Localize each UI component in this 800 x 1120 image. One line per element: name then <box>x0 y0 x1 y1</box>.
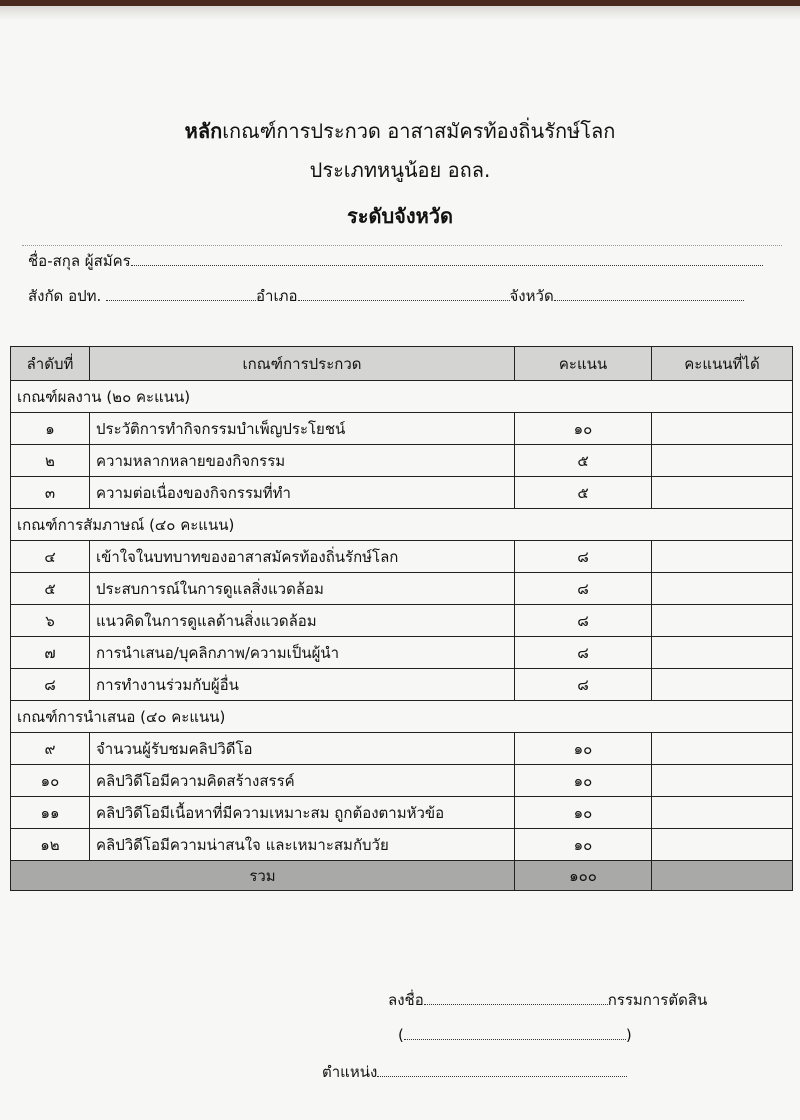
criterion-text: ประวัติการทำกิจกรรมบำเพ็ญประโยชน์ <box>90 413 515 445</box>
close-paren: ) <box>625 1026 632 1044</box>
criterion-text: การทำงานร่วมกับผู้อื่น <box>90 669 515 701</box>
district-blank[interactable] <box>298 287 510 301</box>
document-title <box>0 118 800 144</box>
earned-score-cell[interactable] <box>652 573 793 605</box>
col-header-order: ลำดับที่ <box>11 347 90 381</box>
earned-score-cell[interactable] <box>652 797 793 829</box>
role-label: กรรมการตัดสิน <box>607 991 708 1009</box>
header-separator <box>22 245 782 246</box>
criterion-number: ๗ <box>11 637 90 669</box>
signature-line <box>388 990 707 1010</box>
title-rest: เกณฑ์การประกวด อาสาสมัครท้องถิ่นรักษ์โลก <box>222 119 616 143</box>
criterion-number: ๑๒ <box>11 829 90 861</box>
criterion-number: ๒ <box>11 445 90 477</box>
section-title: เกณฑ์การนำเสนอ (๔๐ คะแนน) <box>11 701 793 733</box>
open-paren: ( <box>398 1026 404 1044</box>
criterion-text: ความต่อเนื่องของกิจกรรมที่ทำ <box>90 477 515 509</box>
document-level: ระดับจังหวัด <box>346 204 454 228</box>
org-label: สังกัด อปท. <box>28 287 102 305</box>
col-header-criterion: เกณฑ์การประกวด <box>90 347 515 381</box>
name-in-parens-line <box>398 1025 632 1045</box>
criterion-row <box>11 573 793 605</box>
earned-score-cell[interactable] <box>652 765 793 797</box>
earned-score-cell[interactable] <box>652 669 793 701</box>
criterion-row <box>11 477 793 509</box>
criterion-text: คลิปวิดีโอมีความคิดสร้างสรรค์ <box>90 765 515 797</box>
criterion-max-score: ๘ <box>515 669 652 701</box>
criterion-number: ๑๐ <box>11 765 90 797</box>
total-score: ๑๐๐ <box>515 861 652 891</box>
position-line <box>322 1062 627 1082</box>
criterion-text: เข้าใจในบทบาทของอาสาสมัครท้องถิ่นรักษ์โลก <box>90 541 515 573</box>
earned-score-cell[interactable] <box>652 541 793 573</box>
criterion-text: คลิปวิดีโอมีความน่าสนใจ และเหมาะสมกับวัย <box>90 829 515 861</box>
district-label: อำเภอ <box>256 287 298 305</box>
criterion-max-score: ๑๐ <box>515 829 652 861</box>
criterion-max-score: ๑๐ <box>515 797 652 829</box>
earned-score-cell[interactable] <box>652 733 793 765</box>
criterion-number: ๕ <box>11 573 90 605</box>
criterion-text: แนวคิดในการดูแลด้านสิ่งแวดล้อม <box>90 605 515 637</box>
section-title: เกณฑ์การสัมภาษณ์ (๔๐ คะแนน) <box>11 509 793 541</box>
criterion-number: ๘ <box>11 669 90 701</box>
criterion-row <box>11 605 793 637</box>
location-fields <box>28 286 744 306</box>
criterion-row <box>11 445 793 477</box>
criterion-row <box>11 765 793 797</box>
col-header-earned: คะแนนที่ได้ <box>652 347 793 381</box>
applicant-name-field <box>28 251 763 271</box>
criterion-max-score: ๘ <box>515 541 652 573</box>
criterion-row <box>11 413 793 445</box>
criterion-row <box>11 637 793 669</box>
title-bold-part: หลัก <box>184 119 223 143</box>
criterion-max-score: ๘ <box>515 573 652 605</box>
criteria-table <box>10 346 793 891</box>
table-header-row <box>11 347 793 381</box>
criterion-row <box>11 669 793 701</box>
criteria-body <box>11 381 793 861</box>
org-blank[interactable] <box>106 287 256 301</box>
criterion-max-score: ๕ <box>515 445 652 477</box>
criterion-text: ประสบการณ์ในการดูแลสิ่งแวดล้อม <box>90 573 515 605</box>
criterion-number: ๙ <box>11 733 90 765</box>
signature-blank[interactable] <box>424 991 608 1005</box>
section-row <box>11 701 793 733</box>
criterion-number: ๑ <box>11 413 90 445</box>
earned-score-cell[interactable] <box>652 605 793 637</box>
printed-name-blank[interactable] <box>404 1026 626 1040</box>
criterion-max-score: ๘ <box>515 605 652 637</box>
criterion-text: การนำเสนอ/บุคลิกภาพ/ความเป็นผู้นำ <box>90 637 515 669</box>
earned-score-cell[interactable] <box>652 637 793 669</box>
paper-fold-shadow <box>0 6 800 20</box>
document-subtitle: ประเภทหนูน้อย อถล. <box>309 158 491 182</box>
earned-score-cell[interactable] <box>652 477 793 509</box>
earned-score-cell[interactable] <box>652 829 793 861</box>
earned-score-cell[interactable] <box>652 445 793 477</box>
criterion-max-score: ๕ <box>515 477 652 509</box>
section-row <box>11 509 793 541</box>
criterion-row <box>11 829 793 861</box>
province-blank[interactable] <box>554 287 744 301</box>
criterion-text: ความหลากหลายของกิจกรรม <box>90 445 515 477</box>
criterion-max-score: ๑๐ <box>515 413 652 445</box>
col-header-score: คะแนน <box>515 347 652 381</box>
criterion-number: ๔ <box>11 541 90 573</box>
total-label: รวม <box>11 861 515 891</box>
total-earned-cell[interactable] <box>652 861 793 891</box>
earned-score-cell[interactable] <box>652 413 793 445</box>
criterion-row <box>11 541 793 573</box>
criterion-number: ๑๑ <box>11 797 90 829</box>
criterion-number: ๓ <box>11 477 90 509</box>
criterion-max-score: ๘ <box>515 637 652 669</box>
criterion-max-score: ๑๐ <box>515 733 652 765</box>
position-label: ตำแหน่ง <box>322 1063 378 1081</box>
criterion-row <box>11 797 793 829</box>
total-row <box>11 861 793 891</box>
section-row <box>11 381 793 413</box>
section-title: เกณฑ์ผลงาน (๒๐ คะแนน) <box>11 381 793 413</box>
criterion-number: ๖ <box>11 605 90 637</box>
criterion-text: จำนวนผู้รับชมคลิปวิดีโอ <box>90 733 515 765</box>
criterion-row <box>11 733 793 765</box>
applicant-name-label: ชื่อ-สกุล ผู้สมัคร <box>28 252 131 270</box>
province-label: จังหวัด <box>509 287 554 305</box>
sign-label: ลงชื่อ <box>388 991 424 1009</box>
position-blank[interactable] <box>377 1063 627 1077</box>
criterion-text: คลิปวิดีโอมีเนื้อหาที่มีความเหมาะสม ถูกต้องตามหัวข้อ <box>90 797 515 829</box>
applicant-name-blank[interactable] <box>131 252 763 266</box>
criterion-max-score: ๑๐ <box>515 765 652 797</box>
